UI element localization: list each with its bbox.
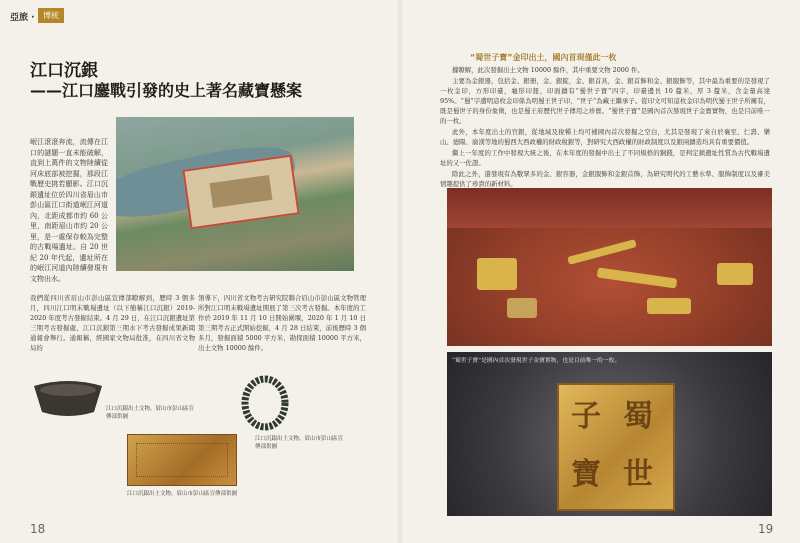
article-subtitle: ——江口鏖戰引發的史上著名藏寶懸案	[30, 81, 303, 100]
section-tag: 博統	[38, 8, 64, 23]
soil-layer-shape	[447, 188, 772, 228]
paragraph: 據瞭解，此次發掘出土文物 10000 餘件，其中重要文物 2000 件。	[452, 66, 644, 74]
paragraph: 此外，本年度出土的官銀，從地域及稅種上均可補國內首次發掘之空白，尤其是發現了來自於襄至、仁壽、樂山、德陽、廣漢等地的蜀西大西政權的財政稅銀等，對研究大西政權的財政制度以及銀兩鑄造均具有重要價值。	[440, 128, 770, 146]
gold-artifact-shape	[567, 239, 637, 265]
gold-artifact-shape	[477, 258, 517, 290]
gold-artifact-shape	[717, 263, 753, 285]
gold-artifact-shape	[507, 298, 537, 318]
section-heading: “蜀世子寶”金印出土，國內首現僅此一枚	[470, 53, 617, 62]
page-gutter	[398, 0, 402, 543]
gold-plaque-image	[127, 434, 237, 486]
excavated-artifacts-photo	[447, 188, 772, 346]
aerial-photo	[116, 117, 354, 271]
bracelet-image	[240, 375, 290, 431]
seal-caption: “蜀世子寶”是國內首次發現世子金寶實物，也是目前唯一的一枚。	[452, 358, 621, 364]
caption-bracelet: 江口沉銀出土文物。眉山市彭山區宣傳部供圖	[255, 436, 344, 450]
caption-plaque: 江口沉銀出土文物。眉山市彭山區宣傳部供圖	[127, 491, 238, 497]
gold-artifact-shape	[597, 267, 678, 288]
page-number-left: 18	[30, 522, 46, 536]
brand-label: 亞旅 ·	[10, 13, 35, 23]
silver-ingot-image	[30, 378, 106, 420]
body-column-1: 我們從四川省眉山市彭山區宣傳部瞭解到，歷時 3 個多月，四川江口明末戰場遺址（以下簡稱江口沉銀）2019-2020 年度考古發掘結束。4 月 29 日，在江口沉銀遺址第三期考古發掘處，江口沉銀第三期水下考古發掘成果新聞通報會舉行。通報稱，經國家文物局批准，在四川省文物局的	[30, 294, 195, 352]
seal-glyph: 蜀	[623, 399, 653, 434]
seal-glyph: 世	[623, 457, 653, 492]
body-column-2: 領導下，四川省文物考古研究院聯合眉山市彭山區文物管理所對江口明末戰場遺址開展了第三次考古發掘。本年度的工作於 2019 年 11 月 10 日開始圍堰，2020 年 1 月 10 日第三期考古正式開始挖掘，4 月 28 日結束，前後歷時 3 個多月，發掘面積 5000 平方米，勘探面積 10000 平方米，出土文物 10000 餘件。	[198, 294, 366, 352]
paragraph: 除此之外，還發現有為數眾多的金、銀容器，金銀服飾和金銀首飾，為研究明代的工藝水準、服飾制度以及審美情趣提供了珍貴的新材料。	[440, 170, 770, 188]
paragraph: 主要為金銀器，包括金、銀冊，金、銀錠，金、銀首具，金、銀首飾和金、銀服飾等，其中最為重要的是發現了一枚金印，方形印臺，龜形印鈕，印面鑄有“蜀世子寶”四字，印臺邊長 10 釐米，厚 3 釐米，含金量高達 95%。“蜀”字遭明這枚金印係為明蜀王世子印，“世子”為藏王繼承子。從印文可知這枚金印為明代蜀王世子所擁有，既是蜀世子的身份象徵，也是蜀王府歷代世子傳用之珍寶。“蜀世子寶”是國內首次發現世子金寶實物，也是目前唯一的一枚。	[440, 77, 770, 125]
article-title: 江口沉銀	[30, 61, 98, 81]
right-body-text	[440, 65, 770, 190]
seal-glyph: 子	[571, 399, 601, 434]
intro-paragraph: 岷江滾滾奔流，流傳在江口的謎題一直未能破解，直到上萬件的文物陸續從河床底部被挖掘，那段江戰歷史挑若顯影。江口沉銀遺址位於四川省眉山市彭山區江口街道岷江河道內，北距成都市約 60 公里，南距眉山市約 20 公里，是一處保存較為完整的古戰場遺址。自 20 世紀 20 年代起，遺址所在的岷江河道內陸續發現有文物出水。	[30, 138, 108, 283]
header-bar	[0, 0, 800, 36]
paragraph: 繼上一年度的工作中發現大統之後，在本年度的發掘中出土了不同規格的銅錢，是判定鎮遺址性質為古代戰場遺址的又一佐證。	[440, 149, 770, 167]
gold-seal-image	[557, 383, 675, 511]
seal-glyph: 寶	[571, 457, 601, 492]
page-number-right: 19	[758, 522, 774, 536]
gold-artifact-shape	[647, 298, 691, 314]
caption-ingot: 江口沉銀出土文物。眉山市彭山區宣傳部供圖	[106, 406, 195, 420]
